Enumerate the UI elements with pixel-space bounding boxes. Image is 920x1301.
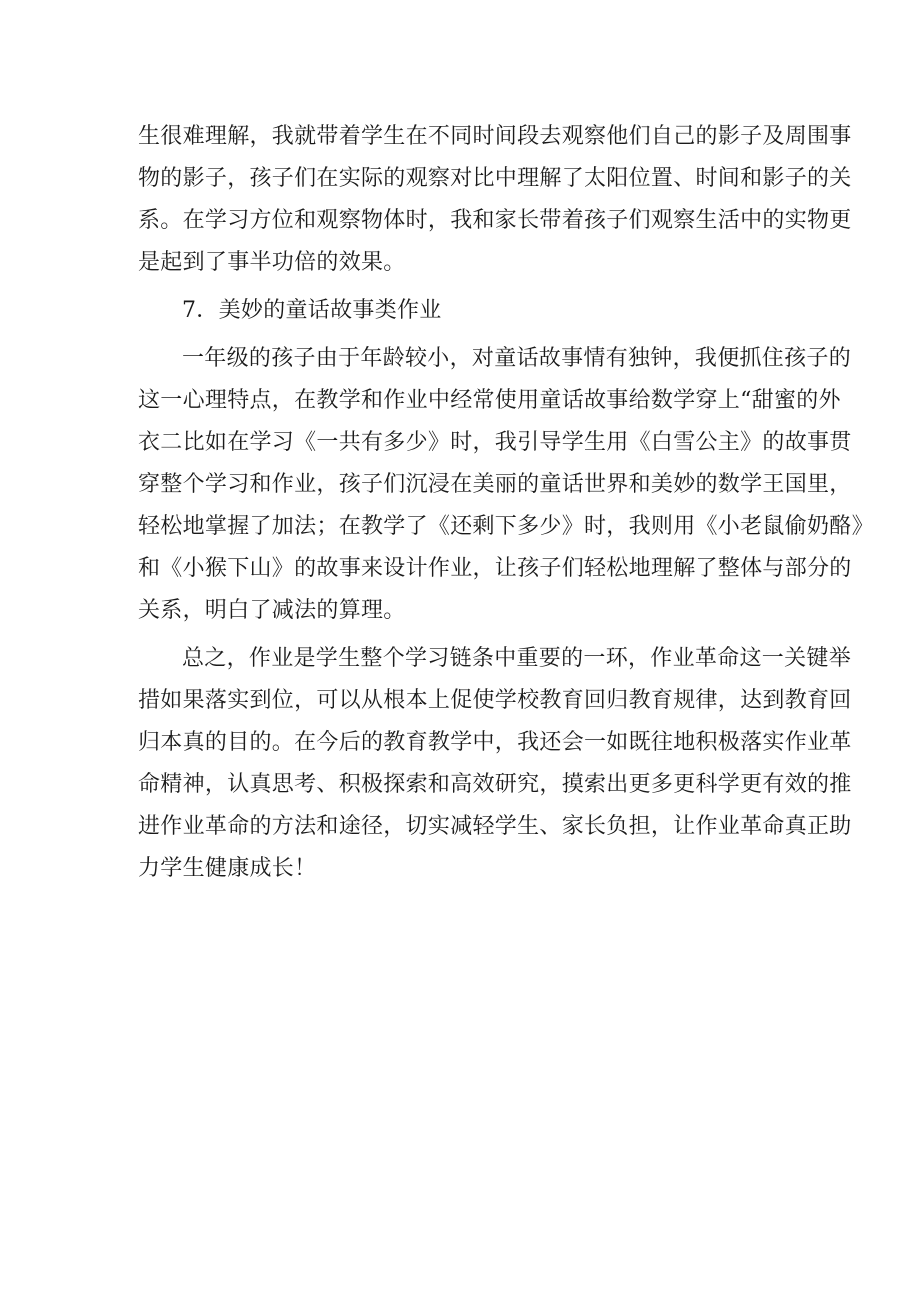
text-line: 衣二比如在学习《一共有多少》时，我引导学生用《白雪公主》的故事贯 xyxy=(138,430,852,455)
text-line: 轻松地掌握了加法；在教学了《还剩下多少》时，我则用《小老鼠偷奶酪》 xyxy=(138,514,874,539)
text-line: 归本真的目的。在今后的教育教学中，我还会一如既往地积极落实作业革 xyxy=(138,730,852,755)
text-line: 进作业革命的方法和途径，切实减轻学生、家长负担，让作业革命真正助 xyxy=(138,814,852,839)
text-line: 生很难理解，我就带着学生在不同时间段去观察他们自己的影子及周围事 xyxy=(138,124,852,149)
paragraph-conclusion xyxy=(138,638,852,890)
text-line: 物的影子，孩子们在实际的观察对比中理解了太阳位置、时间和影子的关 xyxy=(138,166,852,191)
section-heading xyxy=(138,290,798,332)
document-page xyxy=(138,116,874,890)
paragraph-fairy-tale xyxy=(138,338,874,632)
heading-line: 7．美妙的童话故事类作业 xyxy=(182,298,442,323)
text-line: 关系，明白了减法的算理。 xyxy=(138,598,406,623)
text-line: 一年级的孩子由于年龄较小，对童话故事情有独钟，我便抓住孩子的 xyxy=(182,346,852,371)
text-line: 系。在学习方位和观察物体时，我和家长带着孩子们观察生活中的实物更 xyxy=(138,208,852,233)
text-line: 这一心理特点，在教学和作业中经常使用童话故事给数学穿上“甜蜜的外 xyxy=(138,388,841,413)
text-line: 力学生健康成长！ xyxy=(138,856,317,881)
text-line: 总之，作业是学生整个学习链条中重要的一环，作业革命这一关键举 xyxy=(182,646,852,671)
text-line: 是起到了事半功倍的效果。 xyxy=(138,250,406,275)
paragraph-continuation xyxy=(138,116,852,284)
text-line: 措如果落实到位，可以从根本上促使学校教育回归教育规律，达到教育回 xyxy=(138,688,852,713)
text-line: 和《小猴下山》的故事来设计作业，让孩子们轻松地理解了整体与部分的 xyxy=(138,556,852,581)
text-line: 命精神，认真思考、积极探索和高效研究，摸索出更多更科学更有效的推 xyxy=(138,772,852,797)
text-line: 穿整个学习和作业，孩子们沉浸在美丽的童话世界和美妙的数学王国里， xyxy=(138,472,852,497)
